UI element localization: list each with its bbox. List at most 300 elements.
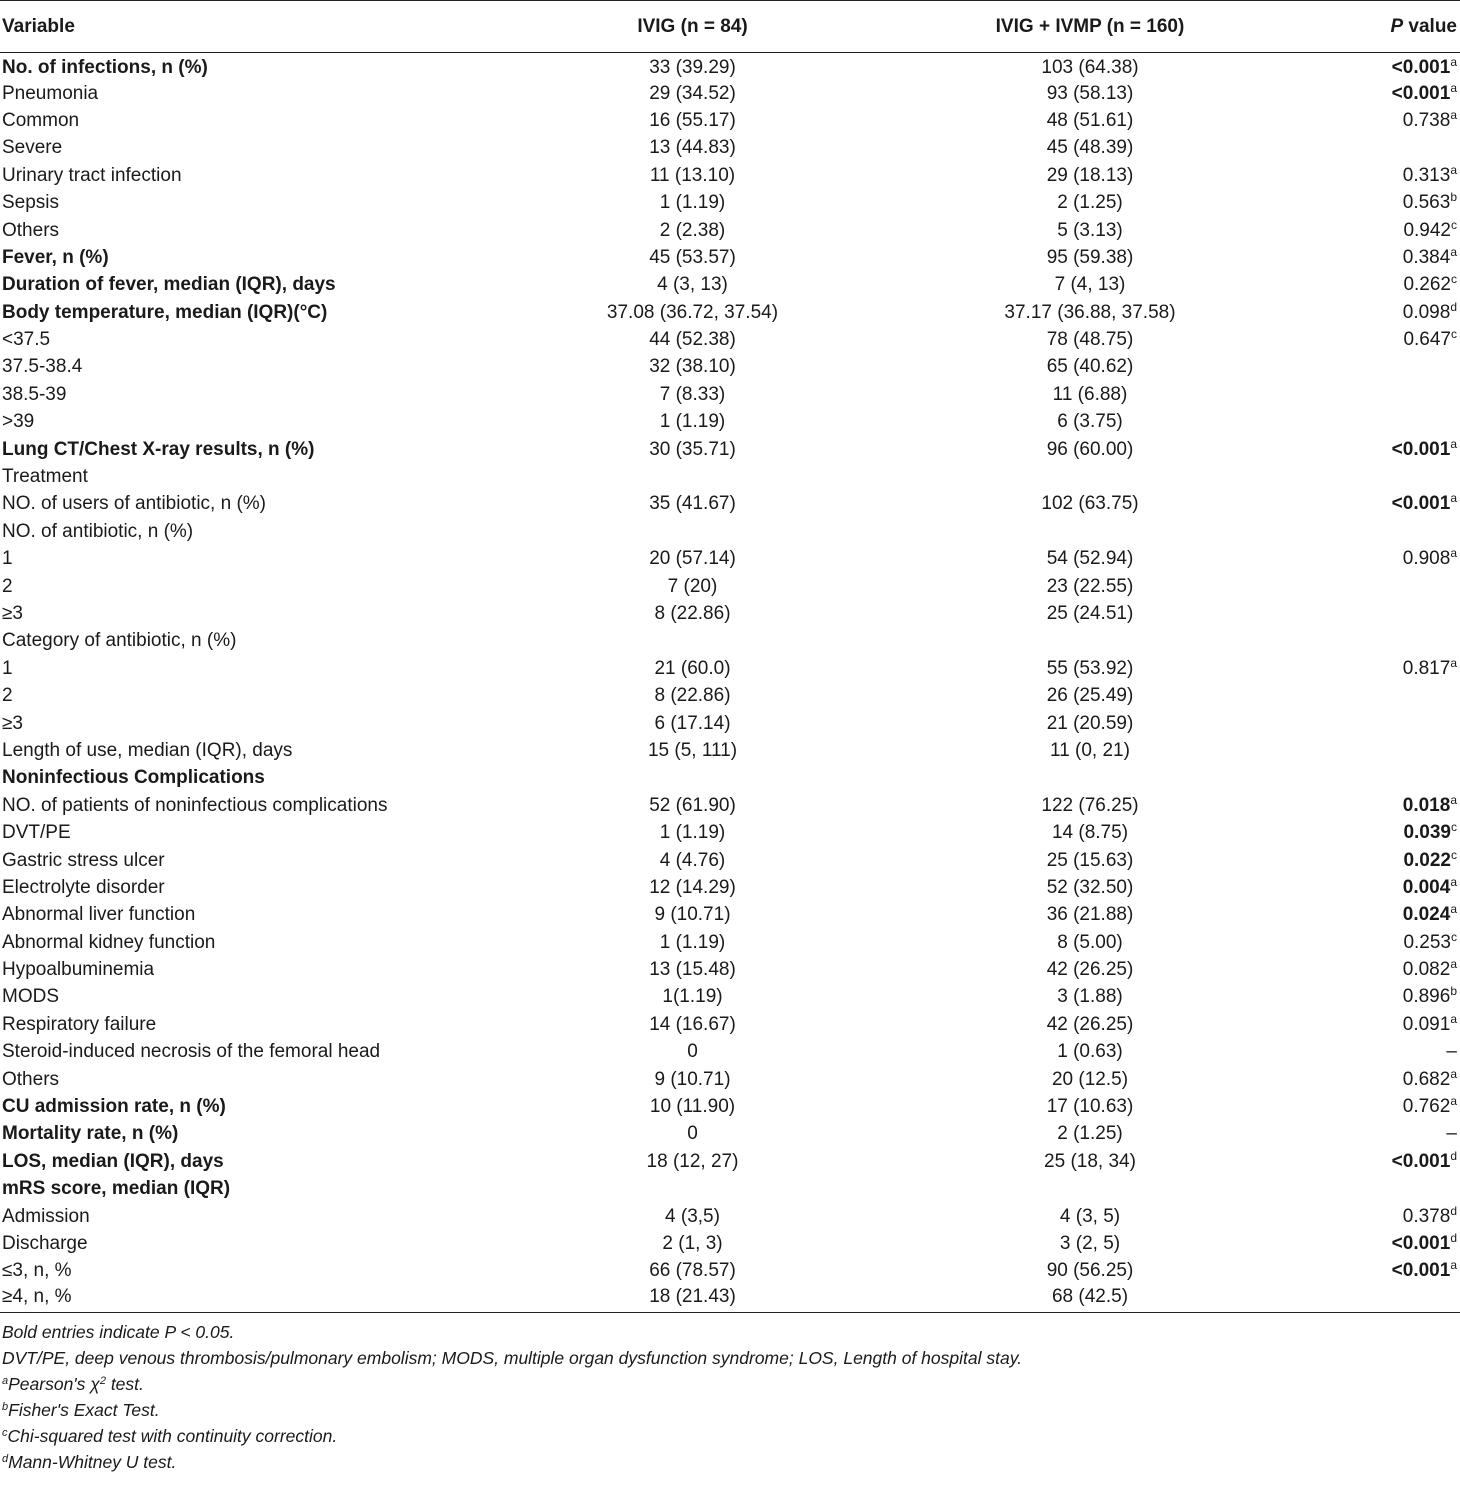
cell-p-value	[1315, 1176, 1460, 1203]
cell-ivig: 8 (22.86)	[654, 603, 731, 624]
cell-p-value	[1315, 463, 1460, 490]
p-value-text: 0.738	[1402, 109, 1451, 131]
cell-p-value	[1315, 409, 1460, 436]
cell-ivig-ivmp: 102 (63.75)	[1041, 493, 1139, 515]
table-row	[0, 792, 1460, 819]
cell-ivig	[520, 518, 865, 545]
cell-ivig: 4 (3, 13)	[657, 274, 728, 296]
cell-ivig: 21 (60.0)	[654, 657, 731, 679]
cell-variable: Discharge	[2, 1232, 88, 1254]
cell-p-value	[1315, 682, 1460, 709]
p-value-footnote-mark: a	[1450, 655, 1457, 670]
table-row	[0, 135, 1460, 162]
cell-p-value	[1315, 189, 1460, 216]
cell-ivig-ivmp: 25 (24.51)	[1046, 603, 1134, 624]
cell-ivig-ivmp: 48 (51.61)	[1046, 109, 1134, 131]
cell-ivig-ivmp: 42 (26.25)	[1046, 1013, 1134, 1035]
cell-ivig-ivmp: 23 (22.55)	[1046, 575, 1134, 597]
p-value-text: 0.817	[1402, 657, 1451, 679]
p-value-footnote-mark: a	[1450, 244, 1457, 259]
p-value-footnote-mark: a	[1450, 902, 1457, 917]
cell-p-value	[1315, 819, 1460, 846]
p-value-text: 0.004	[1402, 876, 1451, 898]
cell-ivig-ivmp: 37.17 (36.88, 37.58)	[1004, 301, 1176, 323]
footnote-d	[2, 1449, 1458, 1475]
cell-ivig: 37.08 (36.72, 37.54)	[606, 301, 779, 323]
cell-p-value	[1315, 107, 1460, 134]
cell-ivig: 9 (10.71)	[654, 1068, 731, 1090]
footnote-b-mark: b	[2, 1400, 9, 1413]
cell-ivig-ivmp: 25 (15.63)	[1046, 849, 1134, 871]
cell-p-value	[1315, 628, 1460, 655]
table-row	[0, 189, 1460, 216]
cell-variable: MODS	[2, 986, 59, 1008]
cell-ivig	[520, 765, 865, 792]
p-value-footnote-mark: a	[1450, 546, 1457, 561]
p-value-text: 0.896	[1402, 986, 1451, 1008]
cell-variable: <37.5	[2, 329, 51, 351]
p-value-text: 0.018	[1402, 794, 1451, 816]
cell-ivig: 0	[687, 1123, 698, 1145]
cell-p-value	[1315, 381, 1460, 408]
table-row	[0, 162, 1460, 189]
p-value-text: <0.001	[1391, 1150, 1451, 1172]
cell-variable: Abnormal liver function	[2, 904, 196, 926]
cell-variable: Admission	[2, 1205, 90, 1227]
cell-ivig-ivmp: 95 (59.38)	[1046, 246, 1134, 268]
footnote-d-mark: d	[2, 1452, 9, 1465]
p-value-text: 0.098	[1402, 301, 1451, 323]
cell-p-value	[1315, 1121, 1460, 1148]
p-value-text: <0.001	[1391, 1232, 1451, 1254]
p-value-footnote-mark: b	[1450, 190, 1457, 205]
cell-p-value	[1315, 929, 1460, 956]
p-value-text: 0.682	[1402, 1068, 1451, 1090]
cell-variable: No. of infections, n (%)	[2, 57, 208, 79]
table-row	[0, 655, 1460, 682]
cell-variable: Duration of fever, median (IQR), days	[2, 274, 336, 296]
cell-p-value	[1315, 737, 1460, 764]
table-row	[0, 409, 1460, 436]
cell-ivig: 6 (17.14)	[654, 712, 731, 734]
cell-ivig-ivmp: 103 (64.38)	[1041, 57, 1139, 79]
p-value-text: 0.942	[1403, 219, 1451, 241]
cell-ivig: 32 (38.10)	[649, 356, 736, 378]
cell-variable: ≥3	[2, 712, 23, 734]
cell-ivig: 1 (1.19)	[659, 931, 726, 953]
p-value-footnote-mark: d	[1450, 1230, 1457, 1245]
cell-ivig-ivmp: 42 (26.25)	[1046, 959, 1134, 981]
cell-ivig-ivmp: 7 (4, 13)	[1054, 274, 1126, 296]
header-row	[0, 1, 1460, 53]
p-value-text: 0.024	[1402, 904, 1451, 926]
cell-variable: ≥4, n, %	[0, 1285, 520, 1312]
cell-p-value	[1315, 1258, 1460, 1285]
cell-variable: Steroid-induced necrosis of the femoral head	[2, 1041, 381, 1063]
cell-ivig: 1 (1.19)	[659, 822, 726, 844]
cell-ivig	[520, 1176, 865, 1203]
p-value-footnote-mark: c	[1451, 327, 1457, 342]
cell-ivig-ivmp: 3 (2, 5)	[1059, 1232, 1121, 1254]
table-body	[0, 53, 1460, 1313]
cell-ivig-ivmp: 14 (8.75)	[1051, 822, 1129, 844]
table-row	[0, 1258, 1460, 1285]
table-row	[0, 710, 1460, 737]
cell-variable: NO. of patients of noninfectious complications	[2, 794, 388, 816]
cell-ivig: 14 (16.67)	[649, 1013, 736, 1035]
p-value-text: <0.001	[1391, 82, 1451, 104]
cell-variable: Mortality rate, n (%)	[2, 1123, 179, 1145]
p-value-footnote-mark: a	[1450, 1258, 1457, 1273]
header-p-letter: P	[1390, 15, 1404, 37]
cell-ivig: 8 (22.86)	[654, 685, 731, 707]
footnote-bold: Bold entries indicate P < 0.05.	[2, 1321, 235, 1342]
p-value-text: 0.908	[1402, 548, 1451, 570]
cell-ivig-ivmp: 6 (3.75)	[1057, 411, 1123, 433]
cell-ivig-ivmp: 90 (56.25)	[1046, 1260, 1134, 1282]
p-value-footnote-mark: a	[1450, 107, 1457, 122]
cell-p-value	[1315, 655, 1460, 682]
cell-ivig-ivmp	[865, 765, 1315, 792]
table-row	[0, 682, 1460, 709]
table-row	[0, 80, 1460, 107]
p-value-footnote-mark: c	[1451, 272, 1457, 287]
header-ivig: IVIG (n = 84)	[520, 1, 865, 53]
cell-ivig: 35 (41.67)	[649, 493, 736, 515]
table-row	[0, 628, 1460, 655]
cell-variable: Noninfectious Complications	[2, 767, 265, 789]
header-p-suffix: value	[1403, 15, 1457, 37]
cell-p-value	[1315, 1285, 1460, 1312]
cell-ivig: 10 (11.90)	[649, 1096, 736, 1118]
header-variable: Variable	[0, 1, 520, 53]
cell-ivig: 7 (20)	[667, 575, 718, 597]
cell-p-value	[1315, 1011, 1460, 1038]
cell-variable: 1	[2, 657, 13, 679]
cell-p-value	[1315, 326, 1460, 353]
cell-variable: ≤3, n, %	[2, 1260, 72, 1282]
cell-p-value	[1315, 272, 1460, 299]
footnote-c-mark: c	[2, 1426, 8, 1439]
cell-ivig: 1(1.19)	[662, 986, 723, 1008]
footnote-a-chi: χ	[90, 1373, 100, 1394]
cell-ivig: 44 (52.38)	[649, 329, 736, 351]
cell-ivig: 30 (35.71)	[649, 438, 736, 460]
cell-p-value	[1315, 792, 1460, 819]
footnote-b	[2, 1397, 1458, 1423]
cell-ivig: 18 (12, 27)	[646, 1150, 739, 1172]
p-value-footnote-mark: c	[1451, 929, 1457, 944]
p-value-text: 0.384	[1402, 246, 1451, 268]
table-row	[0, 217, 1460, 244]
cell-ivig: 2 (1, 3)	[662, 1232, 723, 1254]
cell-ivig: 4 (3,5)	[665, 1205, 720, 1227]
cell-variable: Common	[2, 109, 80, 131]
table-row	[0, 1011, 1460, 1038]
cell-variable: NO. of users of antibiotic, n (%)	[2, 493, 266, 515]
cell-p-value	[1315, 354, 1460, 381]
cell-p-value	[1315, 600, 1460, 627]
table-row	[0, 272, 1460, 299]
cell-ivig-ivmp: 96 (60.00)	[1046, 438, 1134, 460]
cell-p-value	[1315, 1093, 1460, 1120]
footnote-a-text-pre: Pearson's	[8, 1373, 91, 1394]
table-row	[0, 463, 1460, 490]
cell-p-value	[1315, 1148, 1460, 1175]
table-row	[0, 902, 1460, 929]
p-value-text: 0.563	[1402, 192, 1451, 214]
cell-p-value	[1315, 53, 1460, 80]
p-value-text: –	[1446, 1123, 1457, 1145]
cell-ivig: 13 (15.48)	[649, 959, 736, 981]
cell-p-value	[1315, 984, 1460, 1011]
cell-ivig: 29 (34.52)	[649, 82, 736, 104]
cell-variable: 38.5-39	[2, 383, 67, 405]
footnote-a	[2, 1371, 1458, 1397]
table-row	[0, 1039, 1460, 1066]
p-value-text: <0.001	[1391, 493, 1451, 515]
cell-ivig-ivmp: 21 (20.59)	[1046, 712, 1134, 734]
cell-variable: Gastric stress ulcer	[2, 849, 165, 871]
cell-p-value	[1315, 80, 1460, 107]
cell-ivig-ivmp: 5 (3.13)	[1057, 219, 1123, 241]
table-row	[0, 984, 1460, 1011]
footnote-a-text-post: test.	[105, 1373, 144, 1394]
cell-ivig-ivmp: 2 (1.25)	[1057, 192, 1123, 214]
cell-p-value	[1315, 162, 1460, 189]
cell-ivig-ivmp: 4 (3, 5)	[1059, 1205, 1121, 1227]
p-value-text: 0.378	[1402, 1205, 1451, 1227]
cell-p-value	[1315, 765, 1460, 792]
cell-ivig: 7 (8.33)	[659, 383, 726, 405]
table-row	[0, 381, 1460, 408]
table-row	[0, 546, 1460, 573]
cell-ivig-ivmp: 25 (18, 34)	[1044, 1150, 1136, 1172]
cell-ivig: 1 (1.19)	[659, 192, 726, 214]
cell-variable: Respiratory failure	[2, 1013, 157, 1035]
p-value-footnote-mark: c	[1451, 217, 1457, 232]
cell-ivig-ivmp: 11 (0, 21)	[1050, 739, 1130, 761]
p-value-text: 0.262	[1403, 274, 1451, 296]
footnote-b-text: Fisher's Exact Test.	[8, 1399, 160, 1420]
table-row	[0, 299, 1460, 326]
table-row	[0, 1121, 1460, 1148]
cell-variable: Others	[2, 219, 60, 241]
cell-ivig: 11 (13.10)	[649, 164, 736, 186]
cell-variable: Category of antibiotic, n (%)	[2, 630, 237, 652]
table-row	[0, 819, 1460, 846]
cell-ivig-ivmp: 1 (0.63)	[1057, 1041, 1123, 1063]
table-row	[0, 573, 1460, 600]
cell-p-value	[1315, 956, 1460, 983]
p-value-footnote-mark: a	[1450, 874, 1457, 889]
cell-p-value	[1315, 1203, 1460, 1230]
cell-ivig: 16 (55.17)	[649, 109, 736, 131]
footnote-a-mark: a	[2, 1374, 9, 1387]
table-row	[0, 1148, 1460, 1175]
p-value-text: 0.762	[1402, 1096, 1451, 1118]
p-value-footnote-mark: d	[1450, 1148, 1457, 1163]
p-value-footnote-mark: a	[1450, 1066, 1457, 1081]
p-value-text: 0.253	[1403, 931, 1451, 953]
cell-ivig: 13 (44.83)	[649, 137, 736, 159]
p-value-footnote-mark: a	[1450, 1094, 1457, 1109]
cell-variable: Severe	[2, 137, 63, 159]
table-row	[0, 53, 1460, 80]
cell-variable: LOS, median (IQR), days	[2, 1150, 224, 1172]
cell-ivig-ivmp	[865, 518, 1315, 545]
cell-ivig-ivmp: 122 (76.25)	[1041, 794, 1139, 816]
table-row	[0, 1066, 1460, 1093]
p-value-text: <0.001	[1391, 438, 1451, 460]
p-value-text: <0.001	[1391, 1260, 1451, 1282]
cell-ivig-ivmp	[865, 1176, 1315, 1203]
cell-p-value	[1315, 1230, 1460, 1257]
p-value-footnote-mark: a	[1450, 957, 1457, 972]
cell-ivig-ivmp: 17 (10.63)	[1046, 1096, 1134, 1118]
table-row	[0, 436, 1460, 463]
cell-ivig-ivmp: 36 (21.88)	[1046, 904, 1134, 926]
p-value-text: 0.039	[1403, 822, 1451, 844]
cell-ivig: 66 (78.57)	[649, 1260, 736, 1282]
table-row	[0, 244, 1460, 271]
table-row	[0, 1285, 1460, 1312]
cell-ivig: 12 (14.29)	[649, 876, 736, 898]
table-row	[0, 874, 1460, 901]
cell-p-value	[1315, 710, 1460, 737]
cell-p-value	[1315, 491, 1460, 518]
p-value-text: 0.022	[1403, 849, 1451, 871]
table-row	[0, 600, 1460, 627]
cell-ivig: 52 (61.90)	[649, 794, 736, 816]
cell-ivig-ivmp: 55 (53.92)	[1046, 657, 1134, 679]
cell-ivig-ivmp: 8 (5.00)	[1057, 931, 1123, 953]
cell-ivig: 15 (5, 111)	[647, 739, 738, 761]
cell-ivig: 33 (39.29)	[649, 57, 736, 79]
table-row	[0, 107, 1460, 134]
cell-ivig-ivmp: 54 (52.94)	[1046, 548, 1134, 570]
cell-variable: CU admission rate, n (%)	[2, 1096, 226, 1118]
cell-variable: DVT/PE	[2, 822, 71, 844]
footnote-d-text: Mann-Whitney U test.	[8, 1451, 177, 1472]
p-value-footnote-mark: a	[1450, 80, 1457, 95]
p-value-text: 0.082	[1402, 959, 1451, 981]
cell-p-value	[1315, 299, 1460, 326]
header-ivig-ivmp: IVIG + IVMP (n = 160)	[865, 1, 1315, 53]
cell-ivig-ivmp: 78 (48.75)	[1046, 329, 1134, 351]
cell-ivig-ivmp: 45 (48.39)	[1046, 137, 1134, 159]
p-value-footnote-mark: c	[1451, 847, 1457, 862]
table-row	[0, 929, 1460, 956]
p-value-footnote-mark: d	[1450, 299, 1457, 314]
cell-ivig-ivmp: 11 (6.88)	[1052, 383, 1128, 405]
table-row	[0, 1203, 1460, 1230]
cell-ivig-ivmp: 2 (1.25)	[1057, 1123, 1123, 1145]
header-p-value	[1315, 1, 1460, 53]
cell-p-value	[1315, 902, 1460, 929]
cell-variable: Body temperature, median (IQR)(°C)	[2, 301, 328, 323]
table-row	[0, 1093, 1460, 1120]
p-value-footnote-mark: a	[1450, 1011, 1457, 1026]
p-value-footnote-mark: a	[1450, 792, 1457, 807]
cell-ivig	[520, 463, 865, 490]
p-value-text: <0.001	[1391, 57, 1451, 79]
cell-variable: >39	[2, 411, 35, 433]
table-row	[0, 1176, 1460, 1203]
footnotes	[0, 1313, 1460, 1475]
cell-p-value	[1315, 573, 1460, 600]
cell-variable: 2	[2, 575, 13, 597]
cell-ivig-ivmp: 52 (32.50)	[1046, 876, 1134, 898]
p-value-footnote-mark: a	[1450, 436, 1457, 451]
table-row	[0, 847, 1460, 874]
p-value-footnote-mark: a	[1450, 491, 1457, 506]
cell-ivig-ivmp: 20 (12.5)	[1051, 1068, 1129, 1090]
cell-variable: Treatment	[2, 466, 88, 488]
cell-variable: Hypoalbuminemia	[2, 959, 155, 981]
cell-ivig-ivmp: 29 (18.13)	[1046, 164, 1134, 186]
cell-ivig-ivmp	[865, 463, 1315, 490]
cell-p-value	[1315, 436, 1460, 463]
cell-variable: 1	[2, 548, 13, 570]
cell-p-value	[1315, 217, 1460, 244]
p-value-text: –	[1446, 1041, 1457, 1063]
cell-p-value	[1315, 244, 1460, 271]
table-row	[0, 518, 1460, 545]
cell-ivig-ivmp: 3 (1.88)	[1057, 986, 1123, 1008]
cell-ivig: 0	[687, 1041, 698, 1063]
footnote-c-text: Chi-squared test with continuity correction.	[7, 1425, 338, 1446]
table-row	[0, 1230, 1460, 1257]
cell-ivig-ivmp	[865, 628, 1315, 655]
cell-p-value	[1315, 1066, 1460, 1093]
cell-variable: Urinary tract infection	[2, 164, 182, 186]
p-value-footnote-mark: d	[1450, 1203, 1457, 1218]
cell-p-value	[1315, 546, 1460, 573]
cell-ivig: 1 (1.19)	[659, 411, 726, 433]
table-row	[0, 354, 1460, 381]
p-value-footnote-mark: b	[1450, 984, 1457, 999]
table-row	[0, 326, 1460, 353]
cell-variable: Fever, n (%)	[2, 246, 109, 268]
cell-ivig: 2 (2.38)	[659, 219, 726, 241]
table-row	[0, 737, 1460, 764]
cell-variable: 37.5-38.4	[2, 356, 83, 378]
cell-ivig-ivmp: 65 (40.62)	[1046, 356, 1134, 378]
cell-variable: Length of use, median (IQR), days	[2, 739, 293, 761]
p-value-text: 0.091	[1402, 1013, 1451, 1035]
p-value-text: 0.647	[1403, 329, 1451, 351]
cell-ivig-ivmp: 93 (58.13)	[1046, 82, 1134, 104]
cell-variable: Pneumonia	[2, 82, 99, 104]
cell-variable: Abnormal kidney function	[2, 931, 216, 953]
cell-ivig: 4 (4.76)	[659, 849, 726, 871]
cell-p-value	[1315, 1039, 1460, 1066]
cell-variable: Lung CT/Chest X-ray results, n (%)	[2, 438, 315, 460]
cell-ivig	[520, 628, 865, 655]
footnote-a-chi-exp: 2	[99, 1374, 106, 1387]
p-value-footnote-mark: a	[1450, 162, 1457, 177]
footnote-c	[2, 1423, 1458, 1449]
cell-variable: Electrolyte disorder	[2, 876, 165, 898]
table-row	[0, 765, 1460, 792]
cell-p-value	[1315, 518, 1460, 545]
table-row	[0, 491, 1460, 518]
cell-ivig-ivmp: 68 (42.5)	[865, 1285, 1315, 1312]
table-row	[0, 956, 1460, 983]
cell-ivig: 45 (53.57)	[649, 246, 736, 268]
cell-variable: Sepsis	[2, 192, 60, 214]
